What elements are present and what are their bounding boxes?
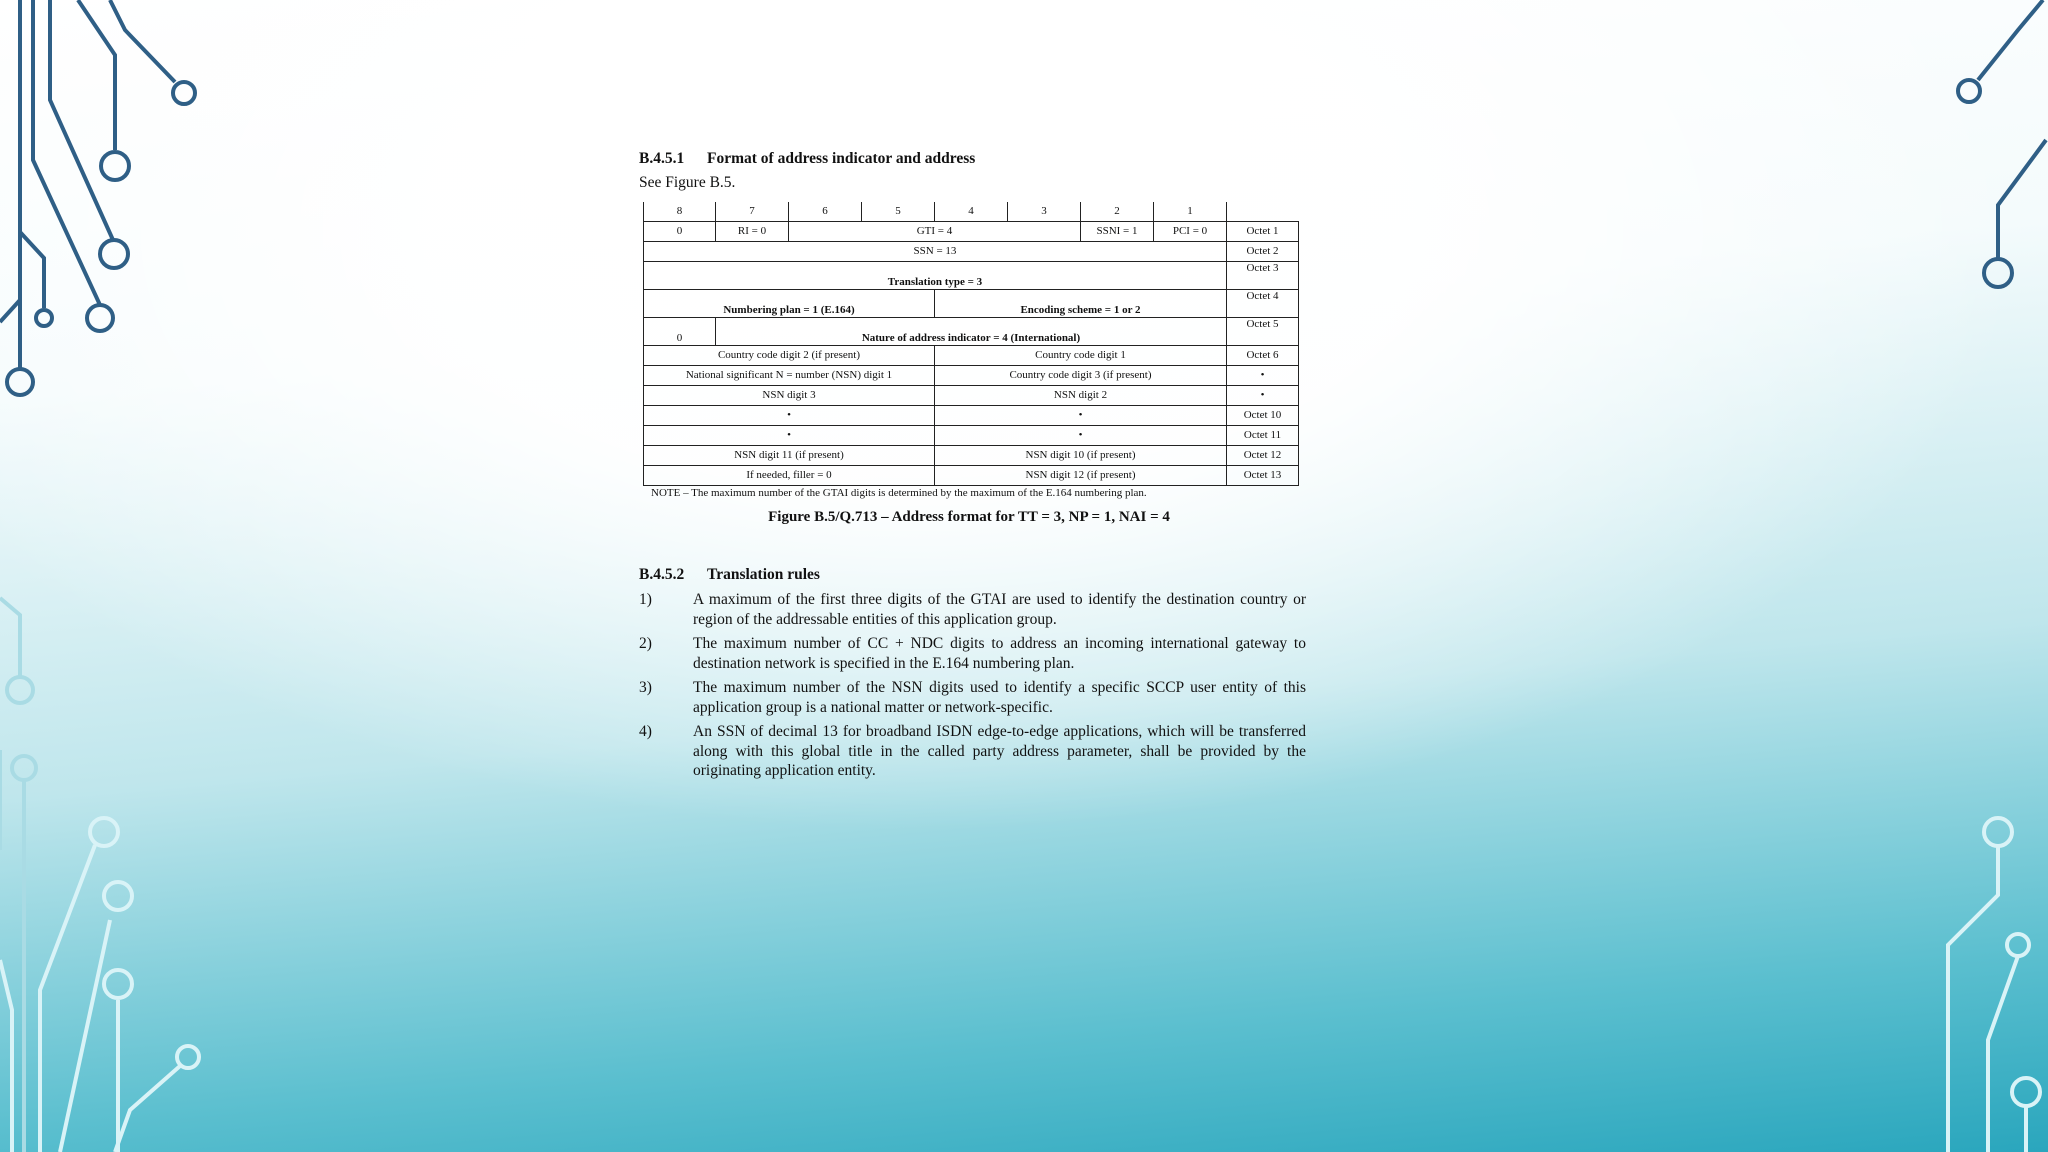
table-row bbox=[644, 466, 1299, 486]
digit-cell-left: National significant N = number (NSN) digit 1 bbox=[644, 366, 935, 386]
digit-cell-left: NSN digit 11 (if present) bbox=[644, 446, 935, 466]
octet-label: Octet 6 bbox=[1227, 346, 1299, 366]
bit-label: 5 bbox=[862, 202, 935, 222]
bit-label: 1 bbox=[1154, 202, 1227, 222]
circuit-decoration-left bbox=[0, 0, 260, 1152]
digit-cell-right: Country code digit 3 (if present) bbox=[935, 366, 1227, 386]
figure-caption: Figure B.5/Q.713 – Address format for TT = 3, NP = 1, NAI = 4 bbox=[768, 509, 1170, 525]
rule-number: 1) bbox=[639, 591, 652, 608]
rule-number: 2) bbox=[639, 635, 652, 652]
table-row bbox=[644, 406, 1299, 426]
section-heading-b451 bbox=[639, 150, 1309, 168]
pci-cell: PCI = 0 bbox=[1154, 222, 1227, 242]
list-item bbox=[639, 634, 1306, 673]
document-content bbox=[639, 150, 1309, 786]
table-row bbox=[644, 222, 1299, 242]
numbering-plan-cell: Numbering plan = 1 (E.164) bbox=[644, 290, 935, 318]
translation-rules-list bbox=[639, 590, 1306, 781]
ri-cell: RI = 0 bbox=[716, 222, 789, 242]
digit-cell-right: NSN digit 12 (if present) bbox=[935, 466, 1227, 486]
digit-cell-right: • bbox=[935, 406, 1227, 426]
octet-label: Octet 4 bbox=[1227, 290, 1299, 318]
rule-number: 4) bbox=[639, 723, 652, 740]
octet-label: Octet 11 bbox=[1227, 426, 1299, 446]
octet-label: Octet 1 bbox=[1227, 222, 1299, 242]
table-row bbox=[644, 318, 1299, 346]
bit-label: 2 bbox=[1081, 202, 1154, 222]
gti-cell: GTI = 4 bbox=[789, 222, 1081, 242]
digit-cell-right: NSN digit 10 (if present) bbox=[935, 446, 1227, 466]
digit-cell-left: • bbox=[644, 426, 935, 446]
circuit-decoration-right bbox=[1788, 0, 2048, 1152]
octet-label: • bbox=[1227, 386, 1299, 406]
figure-note: NOTE – The maximum number of the GTAI digits is determined by the maximum of the E.164 numbering plan. bbox=[651, 487, 1147, 499]
table-row bbox=[644, 346, 1299, 366]
encoding-scheme-cell: Encoding scheme = 1 or 2 bbox=[935, 290, 1227, 318]
table-row bbox=[644, 446, 1299, 466]
nai-cell: Nature of address indicator = 4 (International) bbox=[716, 318, 1227, 346]
section-number: B.4.5.2 bbox=[639, 566, 685, 583]
table-row bbox=[644, 242, 1299, 262]
bit8-cell: 0 bbox=[644, 222, 716, 242]
digit-cell-left: NSN digit 3 bbox=[644, 386, 935, 406]
table-row bbox=[644, 386, 1299, 406]
rule-text: The maximum number of CC + NDC digits to address an incoming international gateway to destination network is specified in the E.164 numbering plan. bbox=[693, 635, 1306, 672]
list-item bbox=[639, 590, 1306, 629]
digit-cell-left: Country code digit 2 (if present) bbox=[644, 346, 935, 366]
octet-label: Octet 10 bbox=[1227, 406, 1299, 426]
table-row bbox=[644, 366, 1299, 386]
table-row bbox=[644, 262, 1299, 290]
translation-type-cell: Translation type = 3 bbox=[644, 262, 1227, 290]
ssni-cell: SSNI = 1 bbox=[1081, 222, 1154, 242]
section-title: Format of address indicator and address bbox=[707, 150, 976, 167]
octet-label: • bbox=[1227, 366, 1299, 386]
table-row bbox=[644, 290, 1299, 318]
digit-cell-right: NSN digit 2 bbox=[935, 386, 1227, 406]
rule-number: 3) bbox=[639, 679, 652, 696]
bit8-cell: 0 bbox=[644, 318, 716, 346]
section-number: B.4.5.1 bbox=[639, 150, 685, 167]
rule-text: A maximum of the first three digits of the GTAI are used to identify the destination country or region of the addressable entities of this application group. bbox=[693, 591, 1306, 628]
octet-label: Octet 12 bbox=[1227, 446, 1299, 466]
rule-text: The maximum number of the NSN digits used to identify a specific SCCP user entity of this application group is a national matter or network-specific. bbox=[693, 679, 1306, 716]
bit-label: 6 bbox=[789, 202, 862, 222]
address-format-table bbox=[643, 202, 1299, 486]
digit-cell-right: • bbox=[935, 426, 1227, 446]
bit-header-row bbox=[644, 202, 1299, 222]
octet-label: Octet 5 bbox=[1227, 318, 1299, 346]
rule-text: An SSN of decimal 13 for broadband ISDN edge-to-edge applications, which will be transferred along with this global title in the called party address parameter, shall be provided by the originating application entity. bbox=[693, 723, 1306, 779]
list-item bbox=[639, 722, 1306, 781]
section-heading-b452 bbox=[639, 566, 1309, 584]
empty-cell bbox=[1227, 202, 1299, 222]
bit-label: 4 bbox=[935, 202, 1008, 222]
octet-label: Octet 13 bbox=[1227, 466, 1299, 486]
table-row bbox=[644, 426, 1299, 446]
bit-label: 8 bbox=[644, 202, 716, 222]
ssn-cell: SSN = 13 bbox=[644, 242, 1227, 262]
bit-label: 7 bbox=[716, 202, 789, 222]
digit-cell-right: Country code digit 1 bbox=[935, 346, 1227, 366]
figure-reference: See Figure B.5. bbox=[639, 174, 736, 191]
octet-label: Octet 2 bbox=[1227, 242, 1299, 262]
octet-label: Octet 3 bbox=[1227, 262, 1299, 290]
bit-label: 3 bbox=[1008, 202, 1081, 222]
digit-cell-left: • bbox=[644, 406, 935, 426]
list-item bbox=[639, 678, 1306, 717]
digit-cell-left: If needed, filler = 0 bbox=[644, 466, 935, 486]
section-title: Translation rules bbox=[707, 566, 820, 583]
